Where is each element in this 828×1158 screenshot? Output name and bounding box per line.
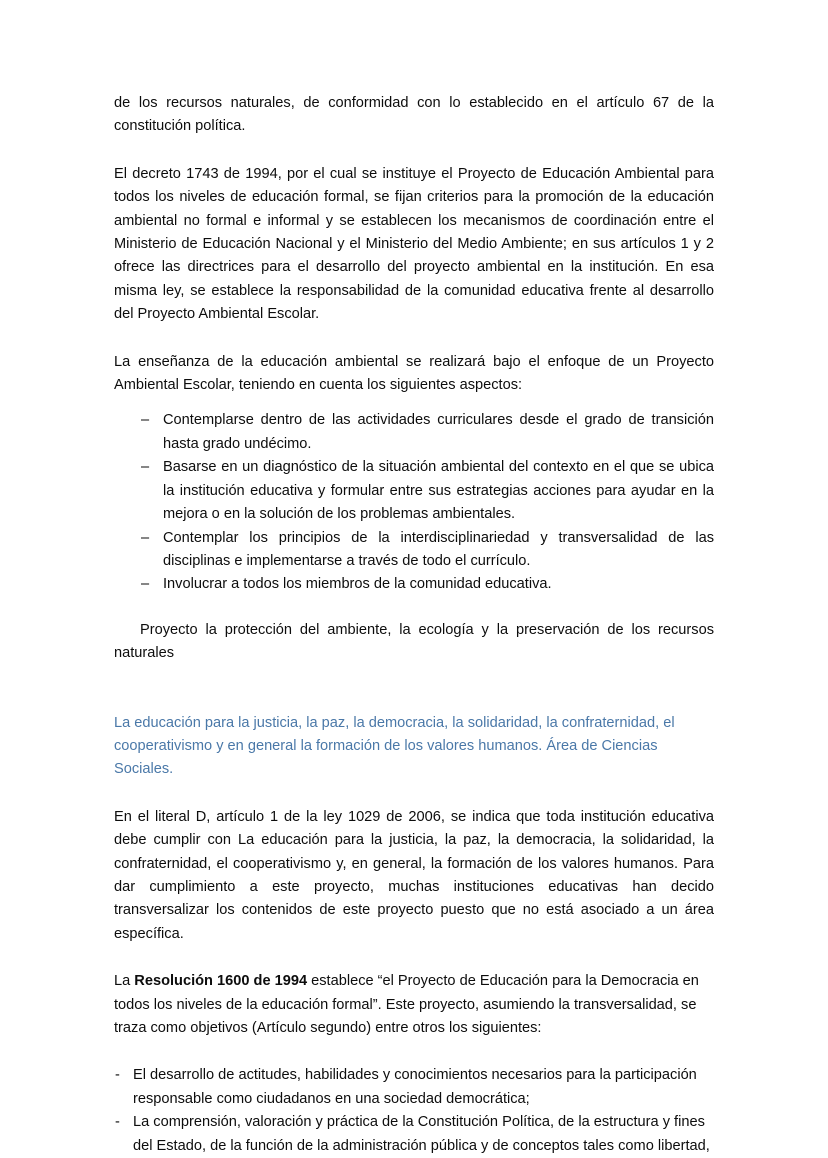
list-item <box>114 1111 714 1158</box>
section-heading-educacion-valores: La educación para la justicia, la paz, la democracia, la solidaridad, la confraternidad, el cooperativismo y en general la formación de los valores humanos. Área de Ciencias Sociales. <box>114 714 675 778</box>
hyphen-marker-icon: - <box>115 1067 120 1084</box>
list-item-text: El desarrollo de actitudes, habilidades y conocimientos necesarios para la participación responsable como ciudadanos en una sociedad democrática; <box>133 1067 697 1107</box>
resolution-suffix: establece “el Proyecto de Educación para la Democracia en todos los niveles de la educación formal”. Este proyecto, asumiendo la transversalidad, se traza como objetivos (Artículo segundo) entre otros los siguientes: <box>114 973 699 1036</box>
dash-marker-icon: – <box>141 576 150 593</box>
paragraph-literal-d-ley-1029: En el literal D, artículo 1 de la ley 1029 de 2006, se indica que toda institución educativa debe cumplir con La educación para la justicia, la paz, la democracia, la solidaridad, la confraternidad, el cooperativismo y, en general, la formación de los valores humanos. Para dar cumplimiento a este proyecto, muchas instituciones educativas han decido transversalizar los contenidos de este proyecto puesto que no está asociado a un área específica. <box>114 808 714 942</box>
list-aspectos-proyecto-ambiental <box>114 409 714 596</box>
paragraph-spacer <box>114 1040 714 1064</box>
list-item-text: Contemplar los principios de la interdisciplinariedad y transversalidad de las disciplinas e implementarse a través de todo el currículo. <box>163 529 714 569</box>
paragraph-spacer <box>114 782 714 806</box>
dash-marker-icon: – <box>141 529 150 546</box>
list-item-text: Involucrar a todos los miembros de la comunidad educativa. <box>163 576 552 593</box>
list-item-text: Basarse en un diagnóstico de la situación ambiental del contexto en el que se ubica la institución educativa y formular entre sus estrategias acciones para ayudar en la mejora o en la solución de los problemas ambientales. <box>163 459 714 523</box>
paragraph-proteccion-ambiente: Proyecto la protección del ambiente, la ecología y la preservación de los recursos naturales <box>114 621 714 662</box>
section-spacer <box>114 666 714 712</box>
hyphen-marker-icon: - <box>115 1114 120 1131</box>
paragraph-resolucion-1600 <box>114 970 714 1040</box>
page-content <box>114 92 714 1158</box>
list-item-text: Contemplarse dentro de las actividades curriculares desde el grado de transición hasta grado undécimo. <box>163 412 714 452</box>
resolution-bold-reference: Resolución 1600 de 1994 <box>134 973 308 990</box>
list-spacer <box>114 397 714 409</box>
paragraph-ensenanza-ambiental: La enseñanza de la educación ambiental se realizará bajo el enfoque de un Proyecto Ambiental Escolar, teniendo en cuenta los siguientes aspectos: <box>114 353 714 394</box>
list-item-text: La comprensión, valoración y práctica de la Constitución Política, de la estructura y fines del Estado, de la función de la administración pública y de conceptos tales como libertad, <box>133 1114 710 1154</box>
paragraph-spacer <box>114 597 714 619</box>
dash-marker-icon: – <box>141 412 150 429</box>
paragraph-recursos-naturales: de los recursos naturales, de conformidad con lo establecido en el artículo 67 de la constitución política. <box>114 95 714 135</box>
paragraph-spacer <box>114 327 714 351</box>
dash-marker-icon: – <box>141 459 150 476</box>
paragraph-spacer <box>114 139 714 163</box>
list-item <box>114 527 714 574</box>
list-item <box>114 456 714 526</box>
list-item <box>114 409 714 456</box>
paragraph-decreto-1743: El decreto 1743 de 1994, por el cual se instituye el Proyecto de Educación Ambiental para todos los niveles de educación formal, se fijan criterios para la promoción de la educación ambiental no formal e informal y se establecen los mecanismos de coordinación entre el Ministerio de Educación Nacional y el Ministerio del Medio Ambiente; en sus artículos 1 y 2 ofrece las directrices para el desarrollo del proyecto ambiental en la institución. En esa misma ley, se establece la responsabilidad de la comunidad educativa frente al desarrollo del Proyecto Ambiental Escolar. <box>114 165 714 323</box>
resolution-prefix: La <box>114 973 135 990</box>
list-item <box>114 573 714 596</box>
paragraph-spacer <box>114 946 714 970</box>
list-objetivos-democracia <box>114 1064 714 1158</box>
list-item <box>114 1064 714 1111</box>
